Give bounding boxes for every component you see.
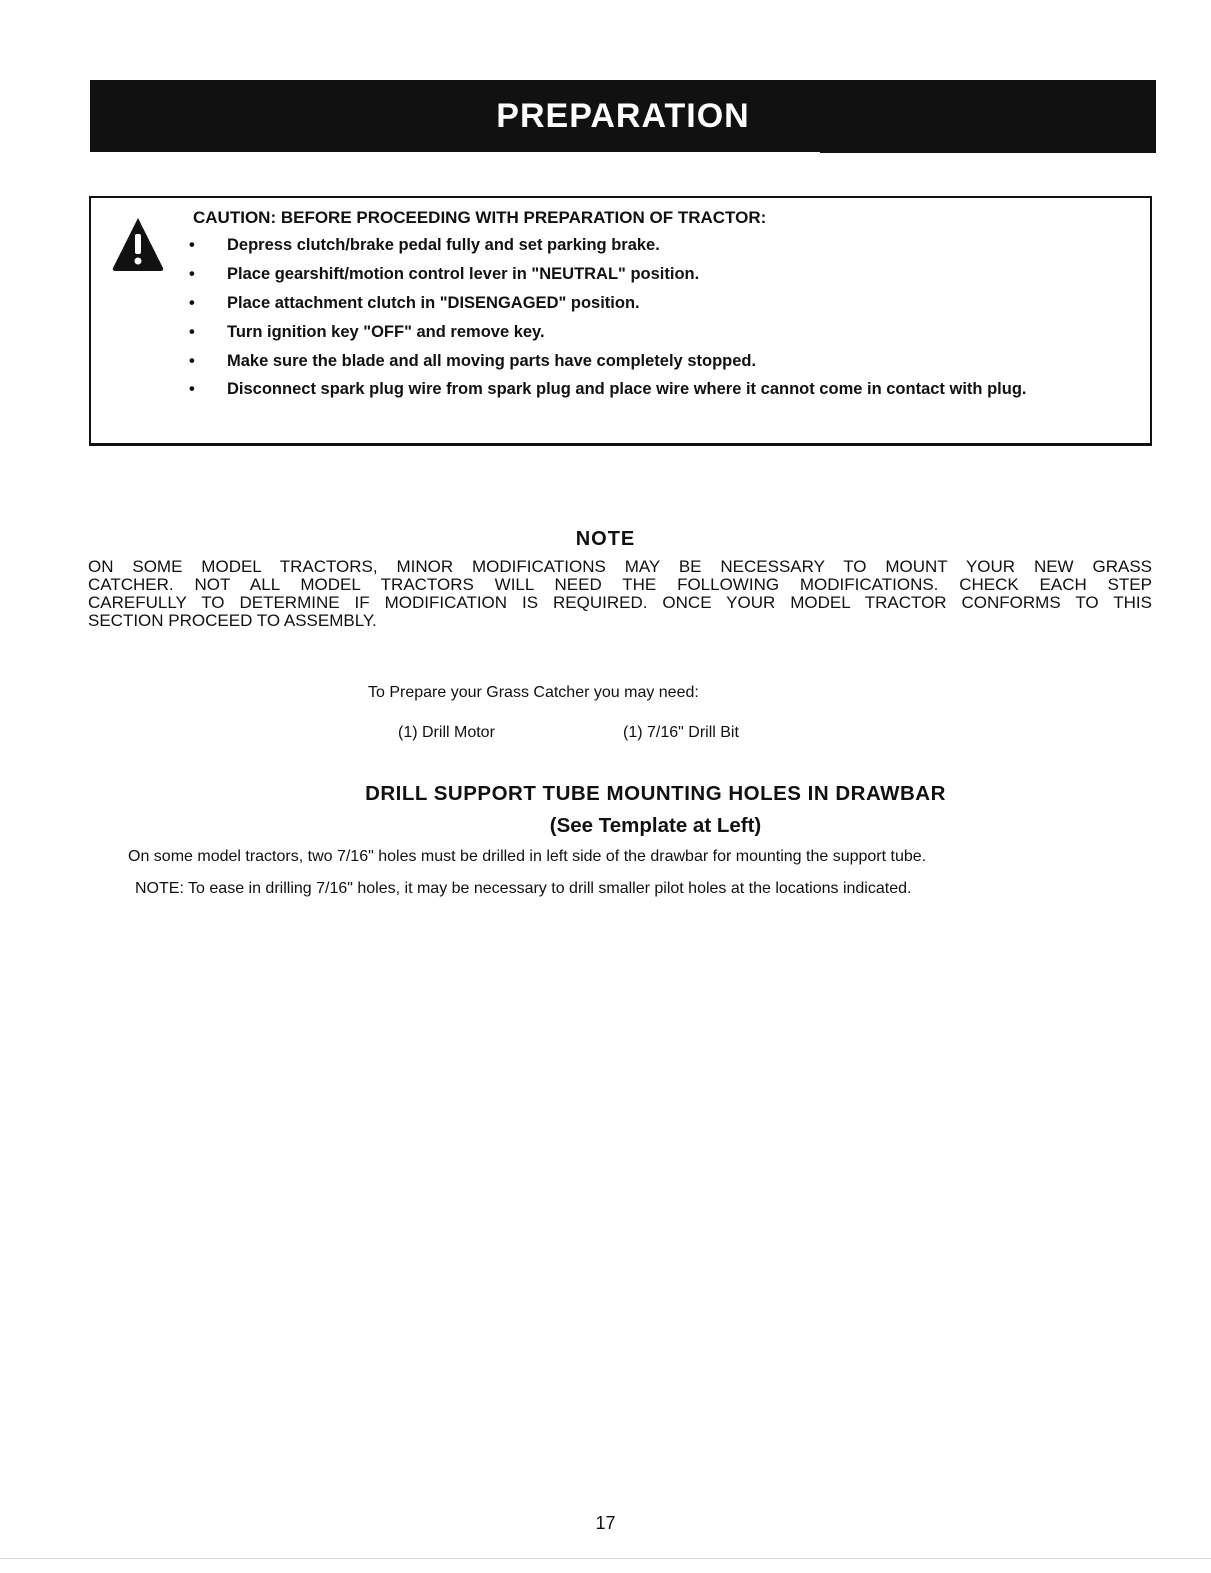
caution-box	[89, 196, 1152, 446]
caution-item: • Make sure the blade and all moving parts have completely stopped.	[189, 352, 1127, 370]
note-heading: NOTE	[575, 528, 636, 550]
note-line: ON SOME MODEL TRACTORS, MINOR MODIFICATIONS MAY BE NECESSARY TO MOUNT YOUR NEW GRASS	[88, 557, 1152, 576]
drill-subheading: (See Template at Left)	[549, 814, 762, 837]
caution-item: • Place attachment clutch in "DISENGAGED" position.	[189, 294, 1127, 312]
note-body	[88, 558, 1152, 630]
caution-item: • Disconnect spark plug wire from spark plug and place wire where it cannot come in contact with plug.	[189, 381, 1087, 397]
section-banner	[90, 80, 1156, 152]
page-bottom-rule	[0, 1558, 1211, 1559]
required-item-drill-motor: (1) Drill Motor	[398, 724, 495, 741]
drill-note: NOTE: To ease in drilling 7/16" holes, it may be necessary to drill smaller pilot holes at the locations indicated.	[135, 880, 912, 897]
note-line: SECTION PROCEED TO ASSEMBLY.	[88, 611, 377, 630]
banner-underline	[820, 150, 1156, 153]
warning-triangle-icon	[111, 216, 165, 272]
caution-item: • Turn ignition key "OFF" and remove key.	[189, 323, 1127, 341]
caution-title: CAUTION: BEFORE PROCEEDING WITH PREPARATION OF TRACTOR:	[193, 208, 767, 227]
caution-item: • Depress clutch/brake pedal fully and set parking brake.	[189, 236, 1127, 254]
section-title: PREPARATION	[496, 96, 750, 135]
required-item-drill-bit: (1) 7/16" Drill Bit	[623, 724, 739, 741]
caution-item: • Place gearshift/motion control lever in "NEUTRAL" position.	[189, 265, 1127, 283]
note-line: CAREFULLY TO DETERMINE IF MODIFICATION IS REQUIRED. ONCE YOUR MODEL TRACTOR CONFORMS TO THIS	[88, 593, 1152, 612]
note-line: CATCHER. NOT ALL MODEL TRACTORS WILL NEED THE FOLLOWING MODIFICATIONS. CHECK EACH STEP	[88, 575, 1152, 594]
prepare-intro: To Prepare your Grass Catcher you may need:	[368, 684, 699, 701]
drill-heading: DRILL SUPPORT TUBE MOUNTING HOLES IN DRAWBAR	[365, 782, 946, 805]
drill-instruction: On some model tractors, two 7/16" holes must be drilled in left side of the drawbar for mounting the support tube.	[128, 848, 927, 865]
caution-list	[189, 236, 1127, 397]
page-number: 17	[595, 1513, 616, 1533]
